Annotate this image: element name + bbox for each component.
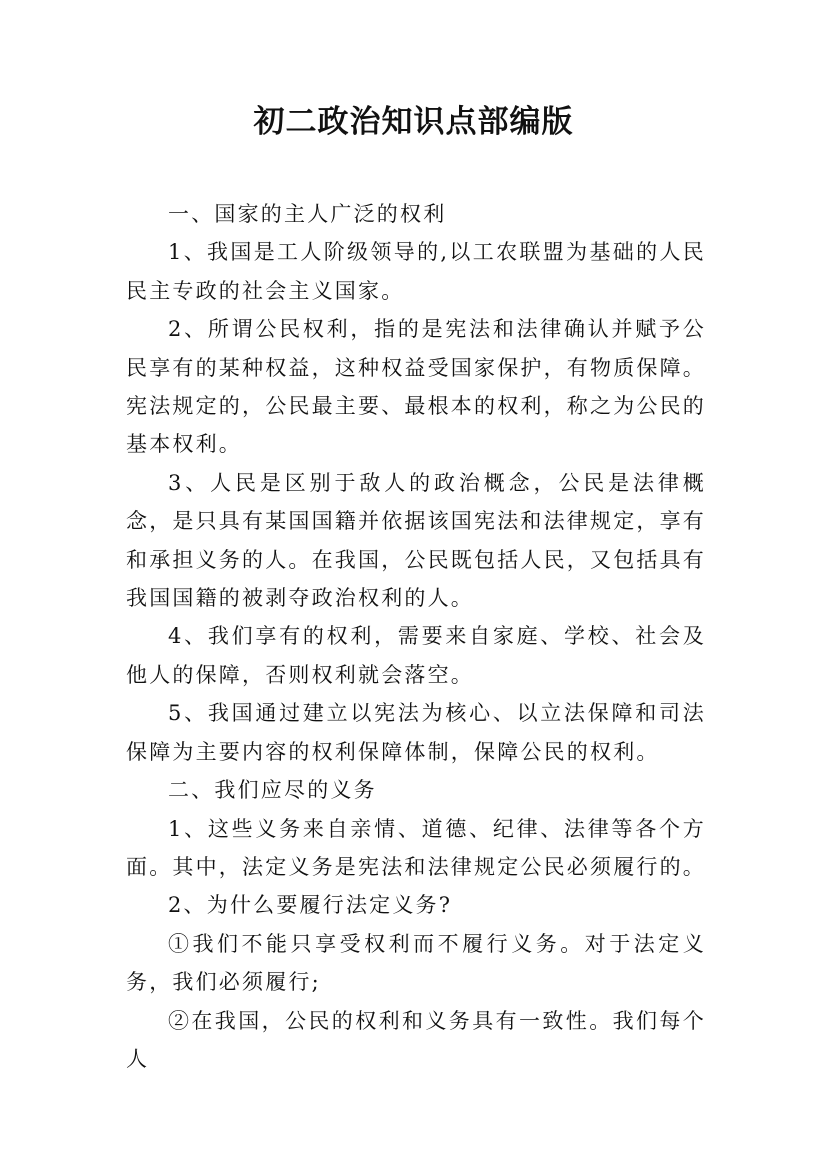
document-title: 初二政治知识点部编版 bbox=[253, 104, 574, 140]
section-heading: 二、我们应尽的义务 bbox=[168, 778, 377, 803]
paragraph: 1、我国是工人阶级领导的,以工农联盟为基础的人民民主专政的社会主义国家。 bbox=[126, 240, 706, 303]
paragraph: 3、人民是区别于敌人的政治概念，公民是法律概念，是只具有某国国籍并依据该国宪法和法律规定，享有和承担义务的人。在我国，公民既包括人民，又包括具有我国国籍的被剥夺政治权利的人。 bbox=[126, 470, 706, 611]
paragraph: ②在我国，公民的权利和义务具有一致性。我们每个人 bbox=[126, 1008, 706, 1071]
paragraph: 4、我们享有的权利，需要来自家庭、学校、社会及他人的保障，否则权利就会落空。 bbox=[126, 624, 706, 687]
paragraph: 2、为什么要履行法定义务? bbox=[168, 893, 453, 918]
paragraph: 1、这些义务来自亲情、道德、纪律、法律等各个方面。其中，法定义务是宪法和法律规定公民必须履行的。 bbox=[126, 816, 706, 879]
paragraph: 5、我国通过建立以宪法为核心、以立法保障和司法保障为主要内容的权利保障体制，保障公民的权利。 bbox=[126, 701, 706, 764]
paragraph: ①我们不能只享受权利而不履行义务。对于法定义务，我们必须履行; bbox=[126, 931, 706, 995]
document-body bbox=[126, 195, 706, 1078]
section-heading: 一、国家的主人广泛的权利 bbox=[168, 202, 447, 226]
paragraph: 2、所谓公民权利，指的是宪法和法律确认并赋予公民享有的某种权益，这种权益受国家保护，有物质保障。宪法规定的，公民最主要、最根本的权利，称之为公民的基本权利。 bbox=[126, 317, 706, 457]
